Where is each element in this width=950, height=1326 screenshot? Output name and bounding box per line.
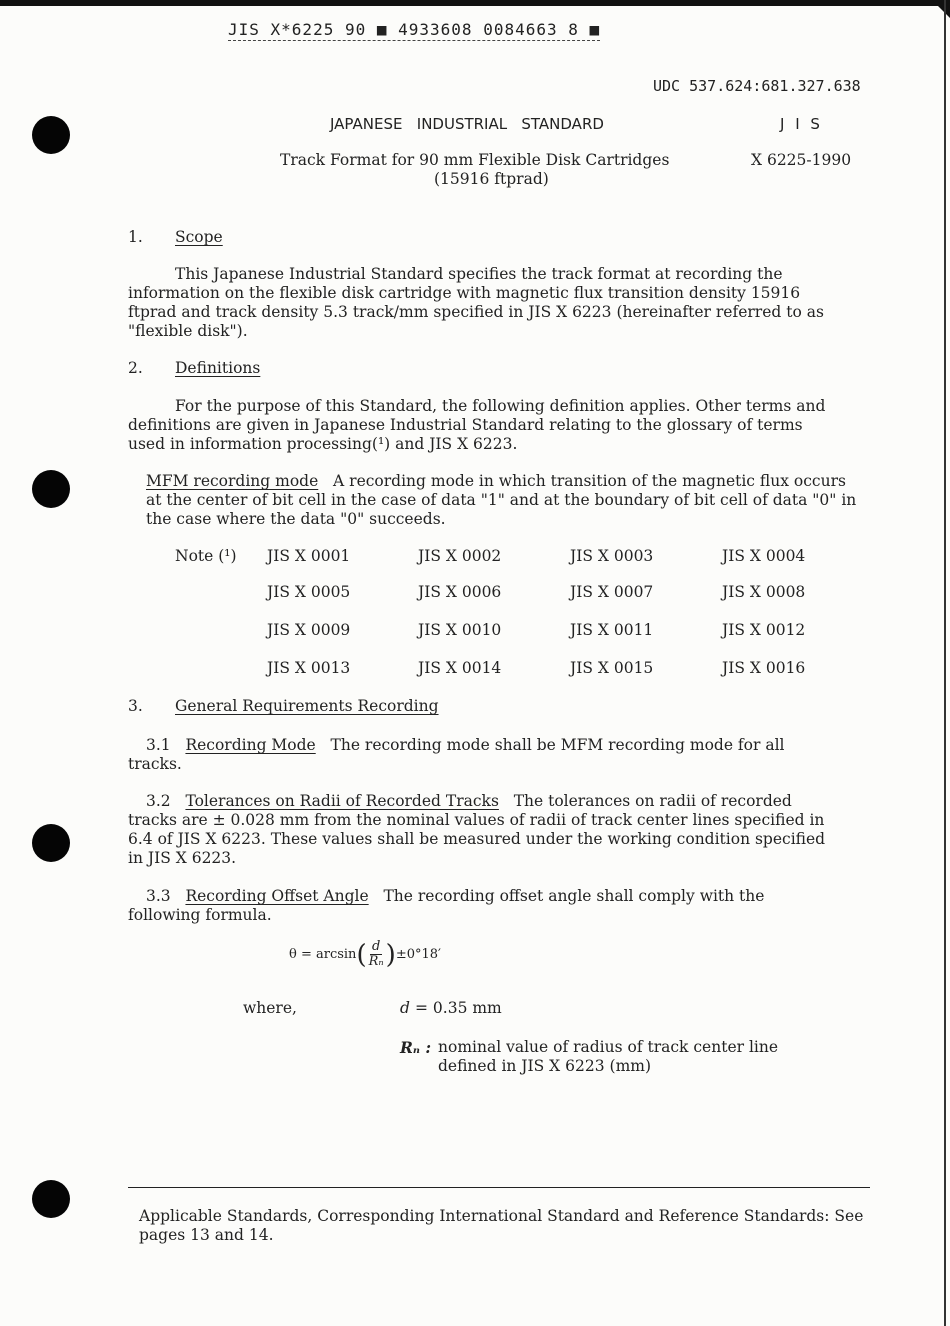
note-item: JIS X 0009 bbox=[267, 621, 351, 639]
note-row bbox=[175, 621, 855, 659]
footer-divider bbox=[128, 1187, 870, 1188]
note-item: JIS X 0015 bbox=[570, 659, 654, 677]
udc-number: UDC 537.624:681.327.638 bbox=[653, 77, 861, 95]
note-item: JIS X 0007 bbox=[570, 583, 654, 601]
subsection-number: 3.1 bbox=[146, 736, 171, 754]
formula-paren: ) bbox=[385, 939, 396, 970]
note-label: Note (¹) bbox=[175, 547, 237, 565]
where-label: where, bbox=[243, 999, 297, 1017]
note-item: JIS X 0008 bbox=[722, 583, 806, 601]
section-number: 2. bbox=[128, 359, 143, 377]
note-item: JIS X 0003 bbox=[570, 547, 654, 565]
punch-hole bbox=[32, 470, 70, 508]
punch-hole bbox=[32, 824, 70, 862]
section-number: 3. bbox=[128, 697, 143, 715]
note-item: JIS X 0011 bbox=[570, 621, 654, 639]
offset-angle-formula bbox=[289, 940, 441, 969]
note-item: JIS X 0013 bbox=[267, 659, 351, 677]
formula-lhs: θ = arcsin bbox=[289, 947, 357, 962]
subsection-3-1 bbox=[128, 736, 833, 774]
punch-hole bbox=[32, 1180, 70, 1218]
rn-symbol: Rₙ : bbox=[400, 1038, 432, 1057]
subsection-heading: Recording Offset Angle bbox=[185, 887, 369, 905]
punch-hole bbox=[32, 116, 70, 154]
section-heading: General Requirements Recording bbox=[175, 697, 439, 715]
term-name: MFM recording mode bbox=[146, 472, 319, 490]
note-item: JIS X 0004 bbox=[722, 547, 806, 565]
note-item: JIS X 0002 bbox=[418, 547, 502, 565]
subsection-3-2 bbox=[128, 792, 836, 868]
note-item: JIS X 0010 bbox=[418, 621, 502, 639]
formula-paren: ( bbox=[356, 939, 367, 970]
scan-right-edge bbox=[944, 0, 946, 1326]
document-code-line: JIS X*6225 90 ■ 4933608 0084663 8 ■ bbox=[228, 20, 601, 39]
note-item: JIS X 0001 bbox=[267, 547, 351, 565]
note-item: JIS X 0006 bbox=[418, 583, 502, 601]
document-title: Track Format for 90 mm Flexible Disk Cartridges bbox=[280, 151, 670, 169]
term-text: A recording mode in which transition of the magnetic flux occurs at the center of bit cell in the case of data "1" and at the boundary of bit cell of data "0" in the case where the data "0" succeeds. bbox=[146, 472, 857, 528]
note-standards-list bbox=[175, 545, 855, 697]
note-row bbox=[175, 659, 855, 697]
section-heading: Scope bbox=[175, 228, 223, 246]
subsection-heading: Tolerances on Radii of Recorded Tracks bbox=[185, 792, 499, 810]
scan-top-edge bbox=[0, 0, 950, 6]
document-subtitle: (15916 ftprad) bbox=[434, 170, 549, 188]
jis-label: J I S bbox=[780, 115, 823, 133]
note-item: JIS X 0005 bbox=[267, 583, 351, 601]
formula-tail: ±0°18′ bbox=[395, 947, 441, 962]
subsection-heading: Recording Mode bbox=[185, 736, 316, 754]
subsection-3-3 bbox=[128, 887, 828, 925]
subsection-number: 3.3 bbox=[146, 887, 171, 905]
subsection-text: The recording offset angle shall comply with the following formula. bbox=[128, 887, 765, 924]
formula-fraction bbox=[369, 940, 384, 969]
section-number: 1. bbox=[128, 228, 143, 246]
note-row bbox=[175, 547, 855, 585]
scan-corner bbox=[932, 0, 950, 18]
term-definition bbox=[146, 472, 862, 529]
d-symbol: d bbox=[400, 999, 410, 1017]
note-item: JIS X 0014 bbox=[418, 659, 502, 677]
standard-number: X 6225-1990 bbox=[751, 151, 852, 169]
formula-numerator: d bbox=[371, 939, 381, 954]
subsection-text: The recording mode shall be MFM recording mode for all tracks. bbox=[128, 736, 785, 773]
scope-paragraph: This Japanese Industrial Standard specifies the track format at recording the information on the flexible disk cartridge with magnetic flux transition density 15916 ftprad and track density 5.3 track/mm specified in JIS X 6223 (hereinafter referred to as "flexible disk"). bbox=[128, 265, 824, 340]
subsection-text: The tolerances on radii of recorded tracks are ± 0.028 mm from the nominal values of radii of track center lines specified in 6.4 of JIS X 6223. These values shall be measured under the working condition specified in JIS X 6223. bbox=[128, 792, 826, 867]
rn-definition: nominal value of radius of track center line defined in JIS X 6223 (mm) bbox=[438, 1038, 779, 1075]
definitions-paragraph: For the purpose of this Standard, the following definition applies. Other terms and definitions are given in Japanese Industrial Standard relating to the glossary of terms used in information processing(¹) and JIS X 6223. bbox=[128, 397, 826, 453]
footer-note: Applicable Standards, Corresponding International Standard and Reference Standards: See pages 13 and 14. bbox=[139, 1207, 864, 1244]
standard-name: JAPANESE INDUSTRIAL STANDARD bbox=[330, 115, 604, 133]
subsection-number: 3.2 bbox=[146, 792, 171, 810]
d-value: = 0.35 mm bbox=[415, 999, 502, 1017]
note-item: JIS X 0012 bbox=[722, 621, 806, 639]
note-row bbox=[175, 583, 855, 621]
note-item: JIS X 0016 bbox=[722, 659, 806, 677]
section-heading: Definitions bbox=[175, 359, 261, 377]
formula-denominator: Rₙ bbox=[368, 954, 384, 969]
